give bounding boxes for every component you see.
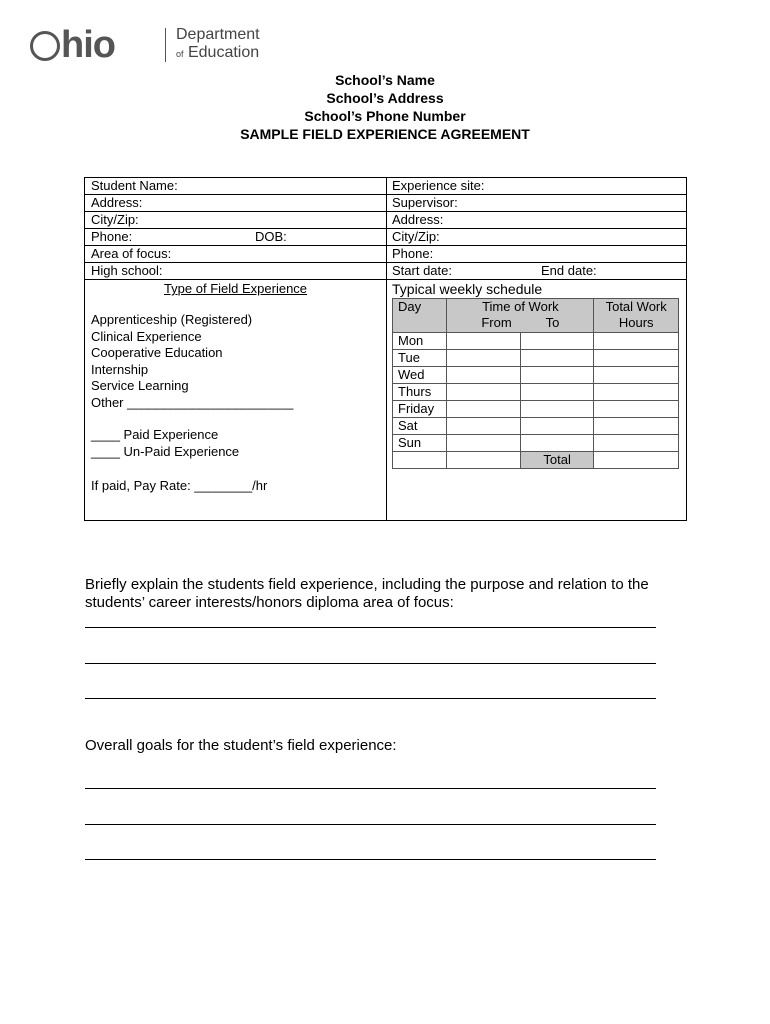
to-cell[interactable] (520, 367, 594, 384)
experience-type-heading: Type of Field Experience (163, 281, 308, 296)
to-cell[interactable] (520, 401, 594, 418)
site-city-zip-label: City/Zip: (392, 229, 440, 244)
goals-prompt: Overall goals for the student’s field experience: (85, 737, 397, 754)
schedule-title: Typical weekly schedule (392, 281, 543, 297)
total-label: Total (520, 452, 594, 469)
from-cell[interactable] (447, 435, 521, 452)
from-cell[interactable] (447, 418, 521, 435)
high-school-label: High school: (91, 263, 163, 278)
goals-line[interactable] (85, 859, 656, 860)
unpaid-experience[interactable]: ____ Un-Paid Experience (91, 443, 240, 459)
experience-site-label: Experience site: (392, 178, 485, 193)
to-cell[interactable] (520, 435, 594, 452)
day-friday: Friday (393, 401, 447, 418)
from-cell[interactable] (447, 367, 521, 384)
logo-divider (165, 28, 166, 62)
day-wed: Wed (393, 367, 447, 384)
school-name: School’s Name (335, 72, 435, 88)
grand-total-cell[interactable] (594, 452, 679, 469)
info-row (85, 195, 686, 212)
info-row (85, 178, 686, 195)
document-title: SAMPLE FIELD EXPERIENCE AGREEMENT (240, 126, 530, 142)
option-clinical[interactable]: Clinical Experience (91, 328, 202, 344)
schedule-row (393, 384, 679, 401)
schedule-row (393, 350, 679, 367)
total-cell[interactable] (594, 401, 679, 418)
start-date-label: Start date: (392, 263, 452, 278)
weekly-schedule-table (392, 298, 679, 469)
day-tue: Tue (393, 350, 447, 367)
schedule-row (393, 333, 679, 350)
student-name-label: Student Name: (91, 178, 178, 193)
total-cell[interactable] (594, 367, 679, 384)
time-of-work-header: Time of Work From To (447, 299, 594, 333)
schedule-row (393, 367, 679, 384)
to-cell[interactable] (520, 384, 594, 401)
option-apprenticeship[interactable]: Apprenticeship (Registered) (91, 312, 253, 327)
info-row (85, 263, 686, 280)
from-cell[interactable] (447, 401, 521, 418)
phone-label: Phone: (91, 229, 133, 244)
option-service-learning[interactable]: Service Learning (91, 378, 189, 393)
pay-rate[interactable]: If paid, Pay Rate: ________/hr (91, 478, 268, 493)
schedule-total-row (393, 452, 679, 469)
day-header: Day (393, 299, 447, 333)
ohio-department-of-education-logo (30, 24, 260, 66)
to-cell[interactable] (520, 333, 594, 350)
explain-prompt: Briefly explain the students field experience, including the purpose and relation to the students’ career interests/honors diploma area of focus: (85, 576, 649, 611)
info-table (84, 177, 687, 521)
end-date-label: End date: (541, 263, 597, 278)
school-phone: School’s Phone Number (304, 108, 466, 124)
total-cell[interactable] (594, 435, 679, 452)
schedule-row (393, 435, 679, 452)
to-cell[interactable] (520, 418, 594, 435)
answer-line[interactable] (85, 627, 656, 628)
area-of-focus-label: Area of focus: (91, 246, 172, 261)
option-cooperative[interactable]: Cooperative Education (91, 345, 223, 360)
day-sat: Sat (393, 418, 447, 435)
answer-line[interactable] (85, 698, 656, 699)
day-thurs: Thurs (393, 384, 447, 401)
total-cell[interactable] (594, 350, 679, 367)
supervisor-label: Supervisor: (392, 195, 458, 210)
schedule-row (393, 401, 679, 418)
info-row (85, 246, 686, 263)
department-name: Department of Education (176, 26, 260, 61)
goals-line[interactable] (85, 824, 656, 825)
goals-line[interactable] (85, 788, 656, 789)
info-row (85, 229, 686, 246)
total-cell[interactable] (594, 384, 679, 401)
experience-type-panel (85, 280, 386, 493)
schedule-row (393, 418, 679, 435)
option-other[interactable]: Other _______________________ (91, 394, 294, 410)
schedule-header-row (393, 299, 679, 333)
from-cell[interactable] (447, 333, 521, 350)
from-cell[interactable] (447, 350, 521, 367)
from-cell[interactable] (447, 384, 521, 401)
address-label: Address: (91, 195, 143, 210)
total-hours-header: Total Work Hours (594, 299, 679, 333)
option-internship[interactable]: Internship (91, 361, 149, 377)
day-sun: Sun (393, 435, 447, 452)
city-zip-label: City/Zip: (91, 212, 139, 227)
day-mon: Mon (393, 333, 447, 350)
info-row (85, 212, 686, 229)
total-cell[interactable] (594, 418, 679, 435)
paid-experience[interactable]: ____ Paid Experience (91, 427, 219, 442)
site-address-label: Address: (392, 212, 444, 227)
answer-line[interactable] (85, 663, 656, 664)
school-address: School’s Address (326, 90, 444, 106)
dob-label: DOB: (255, 229, 287, 244)
to-cell[interactable] (520, 350, 594, 367)
ohio-wordmark: hio (30, 24, 115, 66)
site-phone-label: Phone: (392, 246, 434, 261)
total-cell[interactable] (594, 333, 679, 350)
